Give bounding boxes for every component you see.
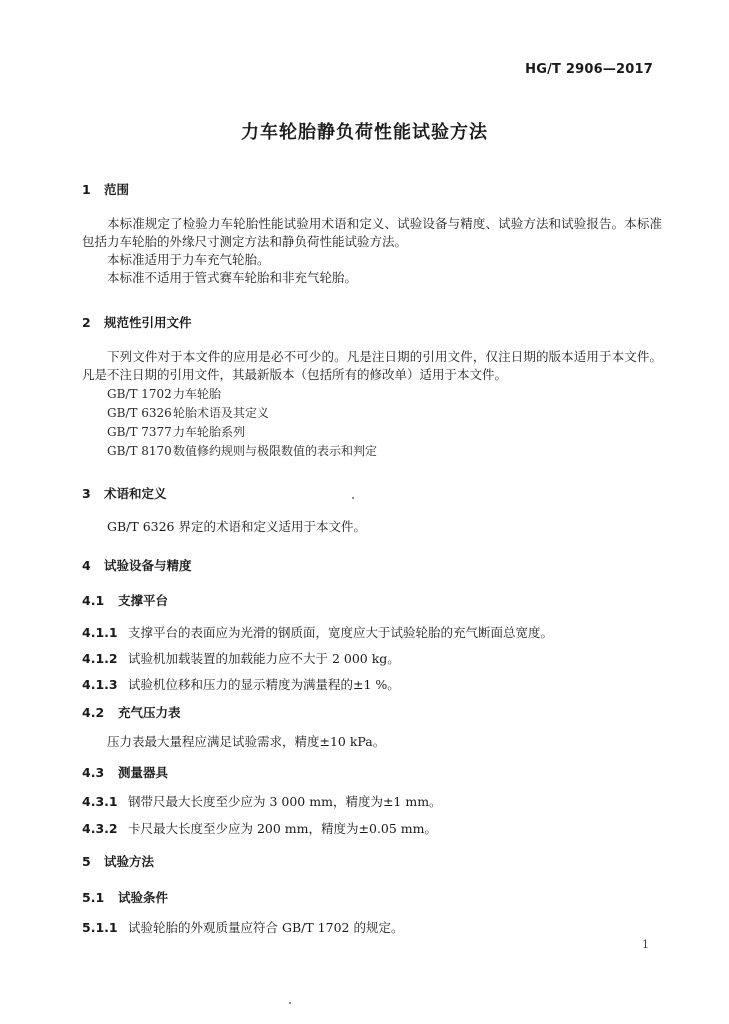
scan-speck bbox=[289, 1002, 291, 1004]
clause-text: 钢带尺最大长度至少应为 3 000 mm，精度为±1 mm。 bbox=[128, 794, 442, 809]
reference-item bbox=[82, 422, 662, 441]
subsection-title: 试验条件 bbox=[118, 890, 169, 905]
section-title: 试验方法 bbox=[104, 854, 155, 869]
paragraph: 本标准不适用于管式赛车轮胎和非充气轮胎。 bbox=[107, 270, 358, 285]
paragraph: 本标准适用于力车充气轮胎。 bbox=[107, 252, 270, 267]
subsection-number: 4.3 bbox=[82, 765, 105, 780]
subsection-4-2-body bbox=[82, 733, 662, 751]
clause-text: 试验机位移和压力的显示精度为满量程的±1 %。 bbox=[128, 677, 400, 692]
section-title: 规范性引用文件 bbox=[104, 315, 192, 330]
paragraph: 压力表最大量程应满足试验需求，精度±10 kPa。 bbox=[107, 734, 386, 749]
subsection-title: 支撑平台 bbox=[118, 593, 169, 608]
clause-number: 4.1.2 bbox=[82, 651, 118, 666]
clause-number: 5.1.1 bbox=[82, 920, 118, 935]
clause-text: 试验轮胎的外观质量应符合 GB/T 1702 的规定。 bbox=[128, 920, 404, 935]
subsection-5-1-heading bbox=[82, 888, 168, 906]
clause-text: 卡尺最大长度至少应为 200 mm，精度为±0.05 mm。 bbox=[128, 821, 437, 836]
subsection-number: 4.1 bbox=[82, 593, 105, 608]
paragraph: GB/T 6326 界定的术语和定义适用于本文件。 bbox=[107, 519, 366, 534]
section-number: 5 bbox=[82, 854, 91, 869]
reference-code: GB/T 7377 bbox=[107, 424, 172, 439]
clause-4-3-1 bbox=[82, 792, 662, 810]
section-3-heading bbox=[82, 484, 167, 502]
clause-4-1-1 bbox=[82, 623, 662, 641]
section-title: 范围 bbox=[104, 182, 130, 197]
section-title: 试验设备与精度 bbox=[104, 558, 192, 573]
reference-code: GB/T 8170 bbox=[107, 443, 172, 458]
document-title: 力车轮胎静负荷性能试验方法 bbox=[241, 122, 488, 143]
section-1-body bbox=[82, 215, 662, 287]
reference-code: GB/T 1702 bbox=[107, 386, 172, 401]
reference-name: 力车轮胎 bbox=[173, 386, 222, 401]
section-3-body bbox=[82, 518, 662, 536]
paragraph: 本标准规定了检验力车轮胎性能试验用术语和定义、试验设备与精度、试验方法和试验报告。本标准包括力车轮胎的外缘尺寸测定方法和静负荷性能试验方法。 bbox=[82, 216, 662, 249]
page-number: 1 bbox=[642, 938, 649, 951]
reference-code: GB/T 6326 bbox=[107, 405, 172, 420]
section-number: 3 bbox=[82, 486, 91, 501]
clause-number: 4.1.1 bbox=[82, 625, 118, 640]
section-1-heading bbox=[82, 180, 129, 198]
clause-number: 4.3.1 bbox=[82, 794, 118, 809]
clause-4-1-3 bbox=[82, 675, 662, 693]
section-5-heading bbox=[82, 852, 154, 870]
subsection-number: 5.1 bbox=[82, 890, 105, 905]
reference-name: 力车轮胎系列 bbox=[173, 424, 246, 439]
scan-speck bbox=[352, 497, 354, 499]
subsection-4-3-heading bbox=[82, 763, 168, 781]
standard-code: HG/T 2906—2017 bbox=[525, 62, 653, 77]
clause-number: 4.1.3 bbox=[82, 677, 118, 692]
clause-text: 支撑平台的表面应为光滑的钢质面，宽度应大于试验轮胎的充气断面总宽度。 bbox=[128, 625, 554, 640]
clause-text: 试验机加载装置的加载能力应不大于 2 000 kg。 bbox=[128, 651, 400, 666]
subsection-4-2-heading bbox=[82, 703, 181, 721]
section-number: 2 bbox=[82, 315, 91, 330]
clause-5-1-1 bbox=[82, 918, 662, 936]
reference-name: 轮胎术语及其定义 bbox=[173, 405, 270, 420]
section-2-heading bbox=[82, 313, 192, 331]
reference-name: 数值修约规则与极限数值的表示和判定 bbox=[173, 443, 378, 458]
clause-4-1-2 bbox=[82, 649, 662, 667]
clause-4-3-2 bbox=[82, 819, 662, 837]
clause-number: 4.3.2 bbox=[82, 821, 118, 836]
section-number: 4 bbox=[82, 558, 91, 573]
reference-item bbox=[82, 403, 662, 422]
section-4-heading bbox=[82, 556, 192, 574]
subsection-title: 充气压力表 bbox=[118, 705, 181, 720]
section-title: 术语和定义 bbox=[104, 486, 167, 501]
subsection-4-1-heading bbox=[82, 591, 168, 609]
section-number: 1 bbox=[82, 182, 91, 197]
section-2-body bbox=[82, 348, 662, 460]
paragraph: 下列文件对于本文件的应用是必不可少的。凡是注日期的引用文件，仅注日期的版本适用于本文件。凡是不注日期的引用文件，其最新版本（包括所有的修改单）适用于本文件。 bbox=[82, 349, 662, 382]
subsection-title: 测量器具 bbox=[118, 765, 169, 780]
reference-item bbox=[82, 441, 662, 460]
reference-item bbox=[82, 384, 662, 403]
subsection-number: 4.2 bbox=[82, 705, 105, 720]
